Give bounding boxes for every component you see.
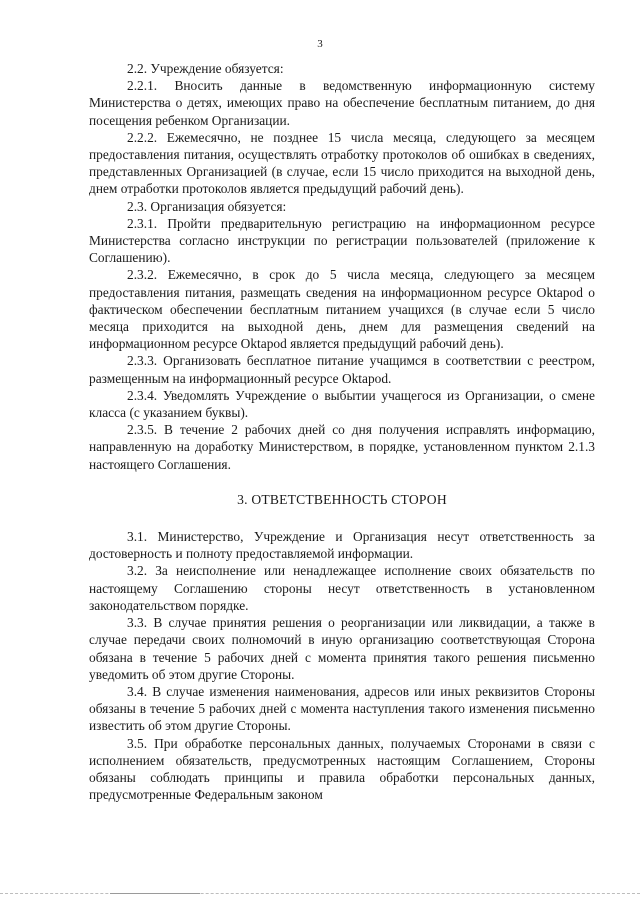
scan-edge-mark bbox=[110, 893, 200, 894]
paragraph-2-3-3: 2.3.3. Организовать бесплатное питание учащимся в соответствии с реестром, размещенным на информационный ресурсе Oktapod. bbox=[89, 353, 595, 386]
page-number: 3 bbox=[317, 38, 323, 50]
paragraph-2-3-2: 2.3.2. Ежемесячно, в срок до 5 числа месяца, следующего за месяцем предоставления питания, размещать сведения на информационном ресурсе Oktapod о фактическом обеспечении бесплатным питанием учащихся (в случае если 5 число месяца приходится на выходной день, днем для размещения сведений на информационном ресурсе Oktapod является предыдущий рабочий день). bbox=[89, 267, 595, 352]
paragraph-2-2: 2.2. Учреждение обязуется: bbox=[127, 61, 284, 76]
paragraph-3-5: 3.5. При обработке персональных данных, получаемых Сторонами в связи с исполнением обязательств, предусмотренных настоящим Соглашением, Стороны обязаны соблюдать принципы и правила обработки персональных данных, предусмотренные Федеральным законом bbox=[89, 735, 595, 803]
document-body bbox=[89, 60, 595, 803]
paragraph-2-2-1: 2.2.1. Вносить данные в ведомственную информационную систему Министерства о детях, имеющих право на обеспечение бесплатным питанием, до дня посещения ребенком Организации. bbox=[89, 78, 595, 128]
scan-edge-line bbox=[0, 893, 640, 894]
paragraph-3-1: 3.1. Министерство, Учреждение и Организация несут ответственность за достоверность и полноту предоставляемой информации. bbox=[89, 529, 595, 562]
paragraph-2-2-2: 2.2.2. Ежемесячно, не позднее 15 числа месяца, следующего за месяцем предоставления питания, осуществлять отработку протоколов об ошибках в сведениях, представленных Организацией (в случае, если 15 число приходится на выходной день, днем отработки протоколов является предыдущий рабочий день). bbox=[89, 129, 595, 197]
paragraph-3-4: 3.4. В случае изменения наименования, адресов или иных реквизитов Стороны обязаны в течение 5 рабочих дней с момента наступления такого изменения письменно известить об этом другие Стороны. bbox=[89, 683, 595, 734]
paragraph-2-3: 2.3. Организация обязуется: bbox=[127, 198, 287, 214]
paragraph-2-3-5: 2.3.5. В течение 2 рабочих дней со дня получения исправлять информацию, направленную на доработку Министерством, в порядке, установленном пунктом 2.1.3 настоящего Соглашения. bbox=[89, 422, 595, 472]
paragraph-3-3: 3.3. В случае принятия решения о реорганизации или ликвидации, а также в случае передачи своих полномочий в иную организацию соответствующая Сторона обязана в течение 5 рабочих дней с момента принятия такого решения письменно уведомить об этом другие Стороны. bbox=[89, 615, 595, 682]
paragraph-2-3-1: 2.3.1. Пройти предварительную регистрацию на информационном ресурсе Министерства согласно инструкции по регистрации пользователей (приложение к Соглашению). bbox=[89, 215, 595, 266]
paragraph-2-3-4: 2.3.4. Уведомлять Учреждение о выбытии учащегося из Организации, о смене класса (с указанием буквы). bbox=[89, 387, 595, 421]
section-heading: 3. ОТВЕТСТВЕННОСТЬ СТОРОН bbox=[237, 491, 447, 507]
paragraph-3-2: 3.2. За неисполнение или ненадлежащее исполнение своих обязательств по настоящему Соглашению стороны несут ответственность в установленном законодательством порядке. bbox=[89, 563, 595, 613]
